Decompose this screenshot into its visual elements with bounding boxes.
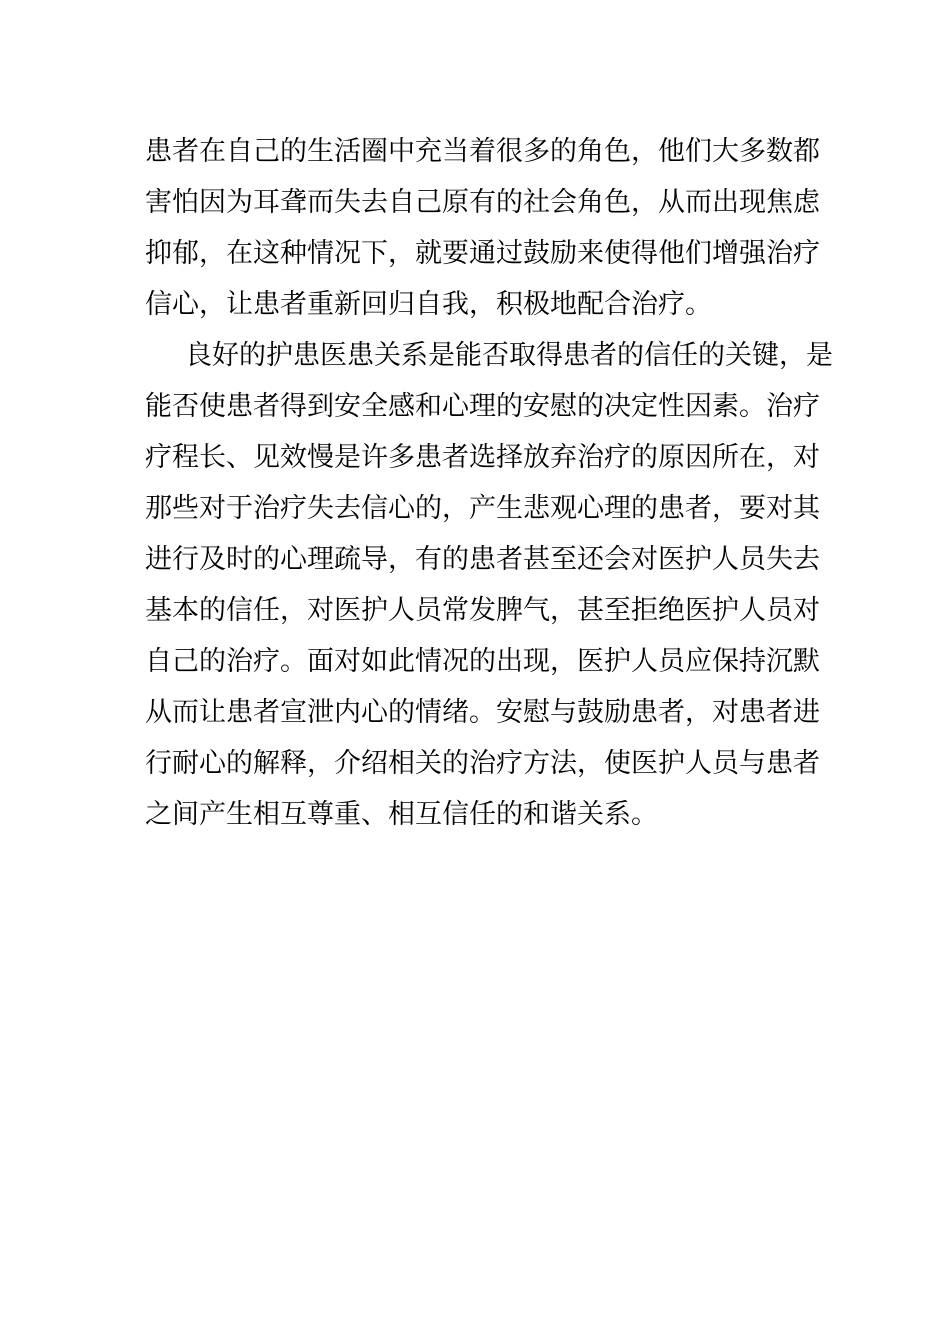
text-line: 之间产生相互尊重、相互信任的和谐关系。 bbox=[145, 799, 658, 830]
text-line: 疗程长、见效慢是许多患者选择放弃治疗的原因所在，对 bbox=[145, 442, 820, 473]
text-line: 患者在自己的生活圈中充当着很多的角色，他们大多数都 bbox=[145, 136, 820, 167]
text-line: 能否使患者得到安全感和心理的安慰的决定性因素。治疗 bbox=[145, 391, 820, 422]
paragraph-1 bbox=[145, 126, 820, 330]
text-line: 害怕因为耳聋而失去自己原有的社会角色，从而出现焦虑 bbox=[145, 187, 820, 218]
text-line: 进行及时的心理疏导，有的患者甚至还会对医护人员失去 bbox=[145, 544, 820, 575]
text-line: 自己的治疗。面对如此情况的出现，医护人员应保持沉默 bbox=[145, 646, 820, 677]
paragraph-2 bbox=[145, 330, 833, 840]
text-line: 那些对于治疗失去信心的，产生悲观心理的患者，要对其 bbox=[145, 493, 820, 524]
document-body bbox=[145, 126, 833, 840]
text-line: 行耐心的解释，介绍相关的治疗方法，使医护人员与患者 bbox=[145, 748, 820, 779]
text-line: 基本的信任，对医护人员常发脾气，甚至拒绝医护人员对 bbox=[145, 595, 820, 626]
text-line: 从而让患者宣泄内心的情绪。安慰与鼓励患者，对患者进 bbox=[145, 697, 820, 728]
text-line: 抑郁，在这种情况下，就要通过鼓励来使得他们增强治疗 bbox=[145, 238, 820, 269]
text-line: 良好的护患医患关系是能否取得患者的信任的关键，是 bbox=[185, 340, 833, 371]
text-line: 信心，让患者重新回归自我，积极地配合治疗。 bbox=[145, 289, 712, 320]
